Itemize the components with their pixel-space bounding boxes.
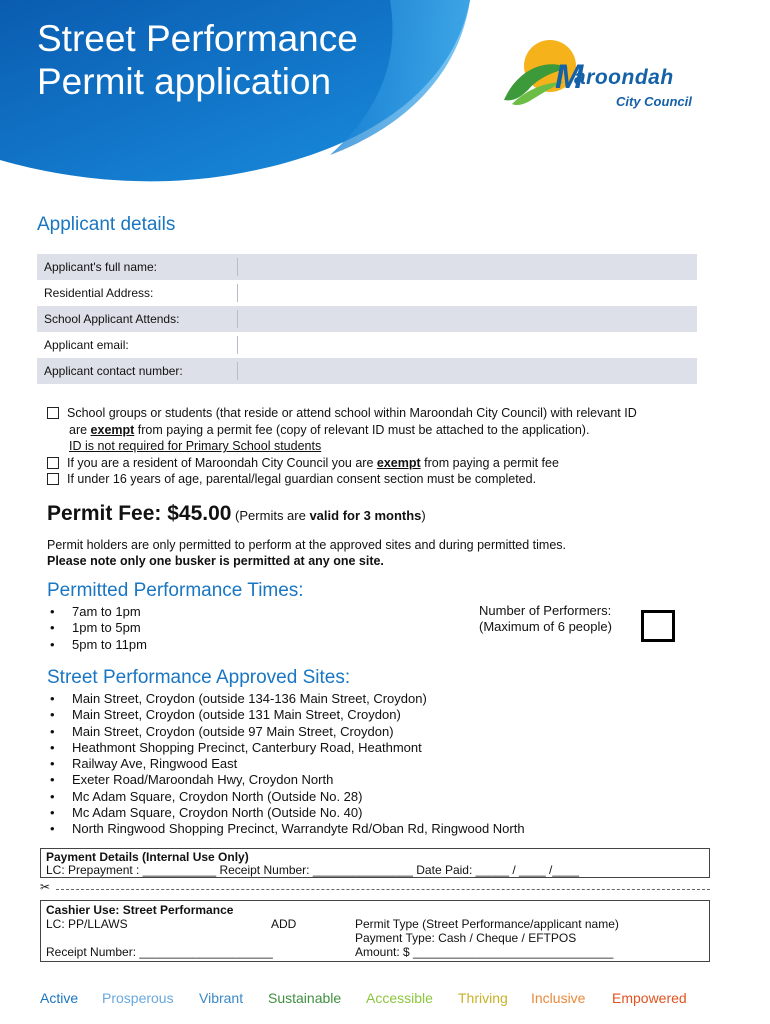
value-inclusive: Inclusive xyxy=(531,990,586,1006)
contact-number-label: Applicant contact number: xyxy=(44,364,183,378)
value-prosperous: Prosperous xyxy=(102,990,174,1006)
value-sustainable: Sustainable xyxy=(268,990,342,1006)
value-empowered: Empowered xyxy=(612,990,687,1006)
residential-address-row xyxy=(37,280,697,306)
list-item: • Mc Adam Square, Croydon North (Outside No. 28) xyxy=(47,789,525,805)
applicant-name-row xyxy=(37,254,697,280)
email-row xyxy=(37,332,697,358)
email-field[interactable] xyxy=(238,332,697,358)
student-check-text-line2: are exempt from paying a permit fee (copy of relevant ID must be attached to the application). xyxy=(69,422,590,437)
list-item: • Railway Ave, Ringwood East xyxy=(47,756,525,772)
payment-details-box xyxy=(40,848,710,878)
value-active: Active xyxy=(40,990,79,1006)
list-item: • Main Street, Croydon (outside 131 Main Street, Croydon) xyxy=(47,707,525,723)
applicant-name-field[interactable] xyxy=(238,254,697,280)
logo-subtitle: City Council xyxy=(616,94,692,109)
svg-text:M: M xyxy=(555,58,584,96)
value-accessible: Accessible xyxy=(366,990,433,1006)
list-item: • 1pm to 5pm xyxy=(47,620,147,636)
cashier-add: ADD xyxy=(271,917,297,931)
resident-check-text: If you are a resident of Maroondah City Council you are exempt from paying a permit fee xyxy=(67,455,559,470)
permit-fee xyxy=(47,502,426,526)
cashier-receipt-number: Receipt Number: ____________________ xyxy=(46,945,273,959)
payment-details-title: Payment Details (Internal Use Only) xyxy=(46,850,249,864)
applicant-details-table xyxy=(37,254,697,384)
resident-checkbox[interactable] xyxy=(47,457,59,469)
contact-number-row xyxy=(37,358,697,384)
logo-wordmark: aroondah xyxy=(574,66,674,89)
list-item: • Main Street, Croydon (outside 134-136 Main Street, Croydon) xyxy=(47,691,525,707)
primary-school-note: ID is not required for Primary School students xyxy=(69,439,322,453)
residential-address-label: Residential Address: xyxy=(44,286,154,300)
school-label: School Applicant Attends: xyxy=(44,312,180,326)
approved-sites-heading: Street Performance Approved Sites: xyxy=(47,667,351,688)
under-16-check-text: If under 16 years of age, parental/legal guardian consent section must be completed. xyxy=(67,472,537,486)
scissors-icon: ✂ xyxy=(40,880,51,894)
under-16-checkbox[interactable] xyxy=(47,473,59,485)
permit-fee-note: (Permits are valid for 3 months) xyxy=(231,508,426,523)
cut-line xyxy=(40,880,710,894)
residential-address-field[interactable] xyxy=(238,280,697,306)
email-label: Applicant email: xyxy=(44,338,129,352)
contact-number-field[interactable] xyxy=(238,358,697,384)
school-field[interactable] xyxy=(238,306,697,332)
permit-notice xyxy=(47,537,566,569)
value-thriving: Thriving xyxy=(458,990,508,1006)
number-of-performers-field[interactable] xyxy=(641,610,675,642)
school-row xyxy=(37,306,697,332)
payment-details-line: LC: Prepayment : ___________ Receipt Number: _______________ Date Paid: _____ / ____ /____ xyxy=(46,863,580,877)
list-item: • Mc Adam Square, Croydon North (Outside No. 40) xyxy=(47,805,525,821)
cashier-amount: Amount: $ ______________________________ xyxy=(355,945,614,959)
notice-line: Permit holders are only permitted to perform at the approved sites and during permitted times. xyxy=(47,538,567,552)
list-item: • Heathmont Shopping Precinct, Canterbury Road, Heathmont xyxy=(47,740,525,756)
value-vibrant: Vibrant xyxy=(199,990,244,1006)
number-of-performers-label: Number of Performers: (Maximum of 6 people) xyxy=(479,603,612,634)
eligibility-checklist xyxy=(47,405,727,488)
page-title: Street Performance Permit application xyxy=(37,18,358,102)
maroondah-logo xyxy=(498,38,708,118)
list-item: • 7am to 1pm xyxy=(47,604,147,620)
student-checkbox[interactable] xyxy=(47,407,59,419)
performance-times-list xyxy=(47,604,147,653)
list-item: • Main Street, Croydon (outside 97 Main Street, Croydon) xyxy=(47,724,525,740)
applicant-name-label: Applicant's full name: xyxy=(44,260,158,274)
list-item: • 5pm to 11pm xyxy=(47,637,147,653)
approved-sites-list xyxy=(47,691,525,838)
list-item: • North Ringwood Shopping Precinct, Warrandyte Rd/Oban Rd, Ringwood North xyxy=(47,821,525,837)
applicant-details-heading: Applicant details xyxy=(37,214,176,235)
cashier-use-box xyxy=(40,900,710,962)
notice-one-busker: Please note only one busker is permitted at any one site. xyxy=(47,554,384,568)
cashier-lc: LC: PP/LLAWS xyxy=(46,917,128,931)
permit-fee-label: Permit Fee: $45.00 xyxy=(47,502,232,525)
list-item: • Exeter Road/Maroondah Hwy, Croydon North xyxy=(47,772,525,788)
student-check-text: School groups or students (that reside or attend school within Maroondah City Council) with relevant ID xyxy=(67,406,637,420)
cashier-title: Cashier Use: Street Performance xyxy=(46,903,234,917)
cashier-permit-type: Permit Type (Street Performance/applicant name) xyxy=(355,917,619,931)
performance-times-heading: Permitted Performance Times: xyxy=(47,580,304,601)
cashier-payment-type: Payment Type: Cash / Cheque / EFTPOS xyxy=(355,931,577,945)
dashed-cut-line xyxy=(56,884,710,890)
